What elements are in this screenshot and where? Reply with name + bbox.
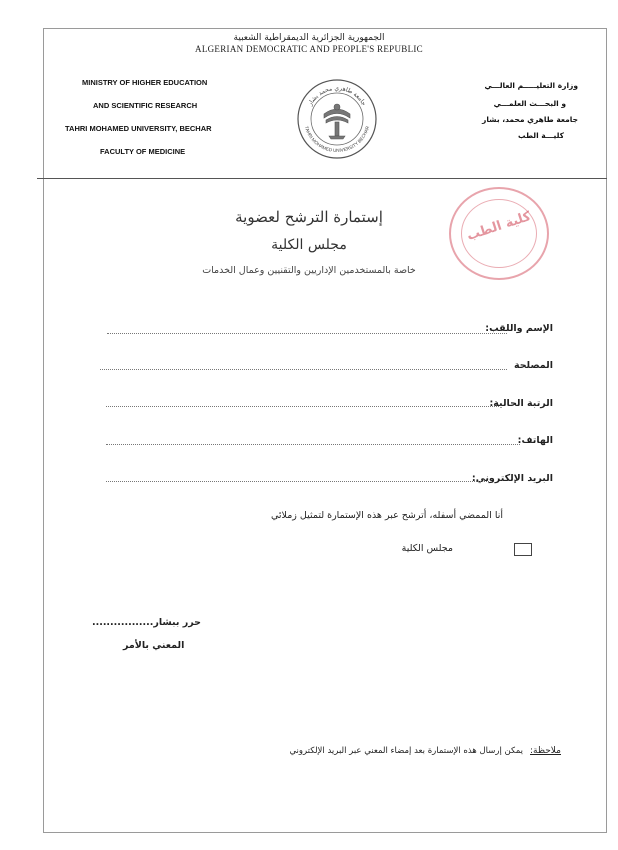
- ministry-line2: AND SCIENTIFIC RESEARCH: [93, 101, 198, 110]
- university-name-ar: جامعة طاهري محمد، بشار: [482, 115, 578, 124]
- field-email-line[interactable]: [106, 481, 489, 482]
- ministry-line1-ar: وزارة التعليـــــم العالـــي: [484, 81, 578, 90]
- svg-text:TAHRI MOHAMED UNIVERSITY BECHA: TAHRI MOHAMED UNIVERSITY BECHAR: [303, 125, 371, 154]
- field-department-label: المصلحة: [513, 360, 553, 371]
- field-phone-line[interactable]: [106, 444, 520, 445]
- declaration-text: أنا الممضي أسفله، أترشح عبر هذه الإستمارة لتمثيل زملائي: [270, 510, 503, 521]
- ministry-line1: MINISTRY OF HIGHER EDUCATION: [82, 78, 208, 87]
- stamp-text: كلية الطب: [465, 209, 533, 244]
- faculty-name-en: FACULTY OF MEDICINE: [100, 147, 186, 156]
- university-logo: [296, 78, 378, 160]
- form-title: إستمارة الترشح لعضوية: [235, 208, 383, 226]
- faculty-name-ar: كليـــة الطب: [518, 131, 564, 140]
- field-email-label: البريد الإلكتروني:: [471, 473, 553, 484]
- field-grade-label: الرتبة الحالية:: [489, 398, 553, 409]
- field-name-line[interactable]: [107, 333, 507, 334]
- council-checkbox[interactable]: [514, 543, 532, 556]
- field-phone-label: الهاتف:: [517, 435, 553, 446]
- field-name-label: الإسم واللقب:: [485, 323, 553, 334]
- header-divider: [37, 178, 607, 179]
- form-subtitle: خاصة بالمستخدمين الإداريين والتقنيين وعمال الخدمات: [202, 265, 416, 276]
- svg-text:جامعة طاهري محمد بشار: جامعة طاهري محمد بشار: [306, 84, 368, 107]
- field-grade-line[interactable]: [106, 406, 499, 407]
- republic-english: ALGERIAN DEMOCRATIC AND PEOPLE'S REPUBLIC: [195, 44, 423, 54]
- signature-place: حرر ببشار.................: [92, 617, 202, 628]
- concerned-person: المعني بالأمر: [123, 640, 185, 651]
- ministry-line2-ar: و البحـــث العلمـــي: [493, 99, 566, 108]
- republic-arabic: الجمهورية الجزائرية الديمقراطية الشعبية: [233, 33, 385, 43]
- council-name: مجلس الكلية: [271, 237, 347, 253]
- checkbox-label: مجلس الكلية: [401, 543, 453, 554]
- field-department-line[interactable]: [100, 369, 507, 370]
- note-text: يمكن إرسال هذه الإستمارة بعد إمضاء المعني عبر البريد الإلكتروني: [289, 746, 523, 756]
- university-name-en: TAHRI MOHAMED UNIVERSITY, BECHAR: [65, 124, 212, 133]
- note-label: ملاحظة:: [530, 746, 561, 756]
